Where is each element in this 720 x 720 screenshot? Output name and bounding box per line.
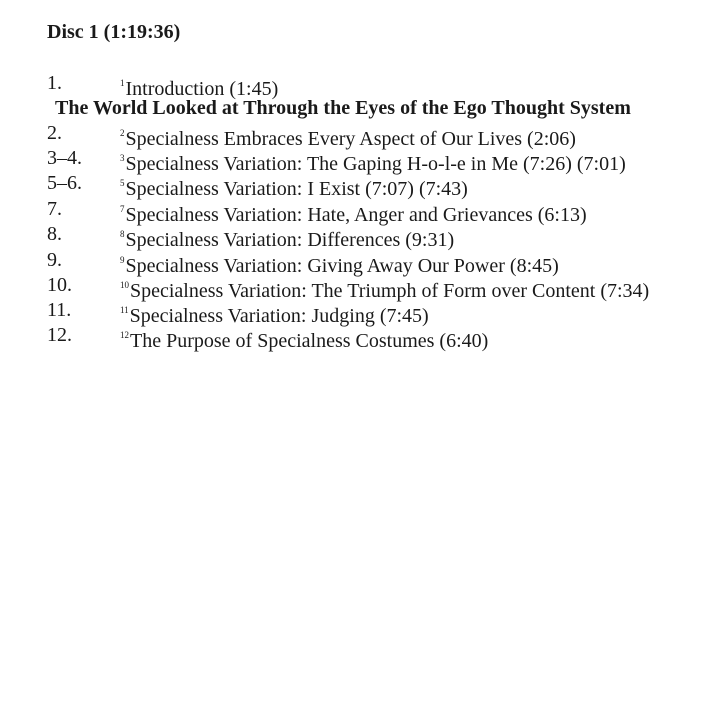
track-row [0,273,720,302]
track-title: Specialness Embraces Every Aspect of Our Lives (2:06) [125,128,576,150]
track-row [0,146,720,175]
disc-title: Disc 1 (1:19:36) [47,21,181,43]
track-number: 5–6. [47,172,82,194]
track-row [0,222,720,251]
track-number: 11. [47,299,72,321]
track-superscript: 12 [120,330,129,340]
track-title: Specialness Variation: Judging (7:45) [129,305,429,327]
track-row [0,298,720,327]
track-row [0,171,720,200]
track-number: 9. [47,249,62,271]
track-superscript: 9 [120,255,125,265]
track-number: 3–4. [47,147,82,169]
track-row [0,248,720,277]
track-title: Specialness Variation: The Gaping H-o-l-e in Me (7:26) (7:01) [125,153,626,175]
track-number: 2. [47,122,62,144]
track-number: 7. [47,198,62,220]
track-number: 12. [47,324,72,346]
track-title: Specialness Variation: The Triumph of Form over Content (7:34) [130,280,650,302]
track-superscript: 1 [120,78,125,88]
track-row [0,71,720,100]
track-superscript: 5 [120,178,125,188]
track-superscript: 7 [120,204,125,214]
track-entry [120,323,488,354]
track-number: 8. [47,223,62,245]
track-number: 10. [47,274,72,296]
track-superscript: 8 [120,229,125,239]
section-heading: The World Looked at Through the Eyes of the Ego Thought System [55,97,631,119]
track-superscript: 3 [120,153,125,163]
track-title: Specialness Variation: I Exist (7:07) (7:43) [125,178,468,200]
track-title: Specialness Variation: Differences (9:31) [125,229,455,251]
track-row [0,197,720,226]
track-title: The Purpose of Specialness Costumes (6:40) [130,330,489,352]
track-superscript: 11 [120,305,129,315]
track-superscript: 10 [120,280,129,290]
track-row [0,121,720,150]
track-title: Specialness Variation: Hate, Anger and Grievances (6:13) [125,204,587,226]
track-title: Specialness Variation: Giving Away Our Power (8:45) [125,255,559,277]
track-superscript: 2 [120,128,125,138]
track-title: Introduction (1:45) [125,78,279,100]
track-row [0,323,720,352]
track-number: 1. [47,72,62,94]
